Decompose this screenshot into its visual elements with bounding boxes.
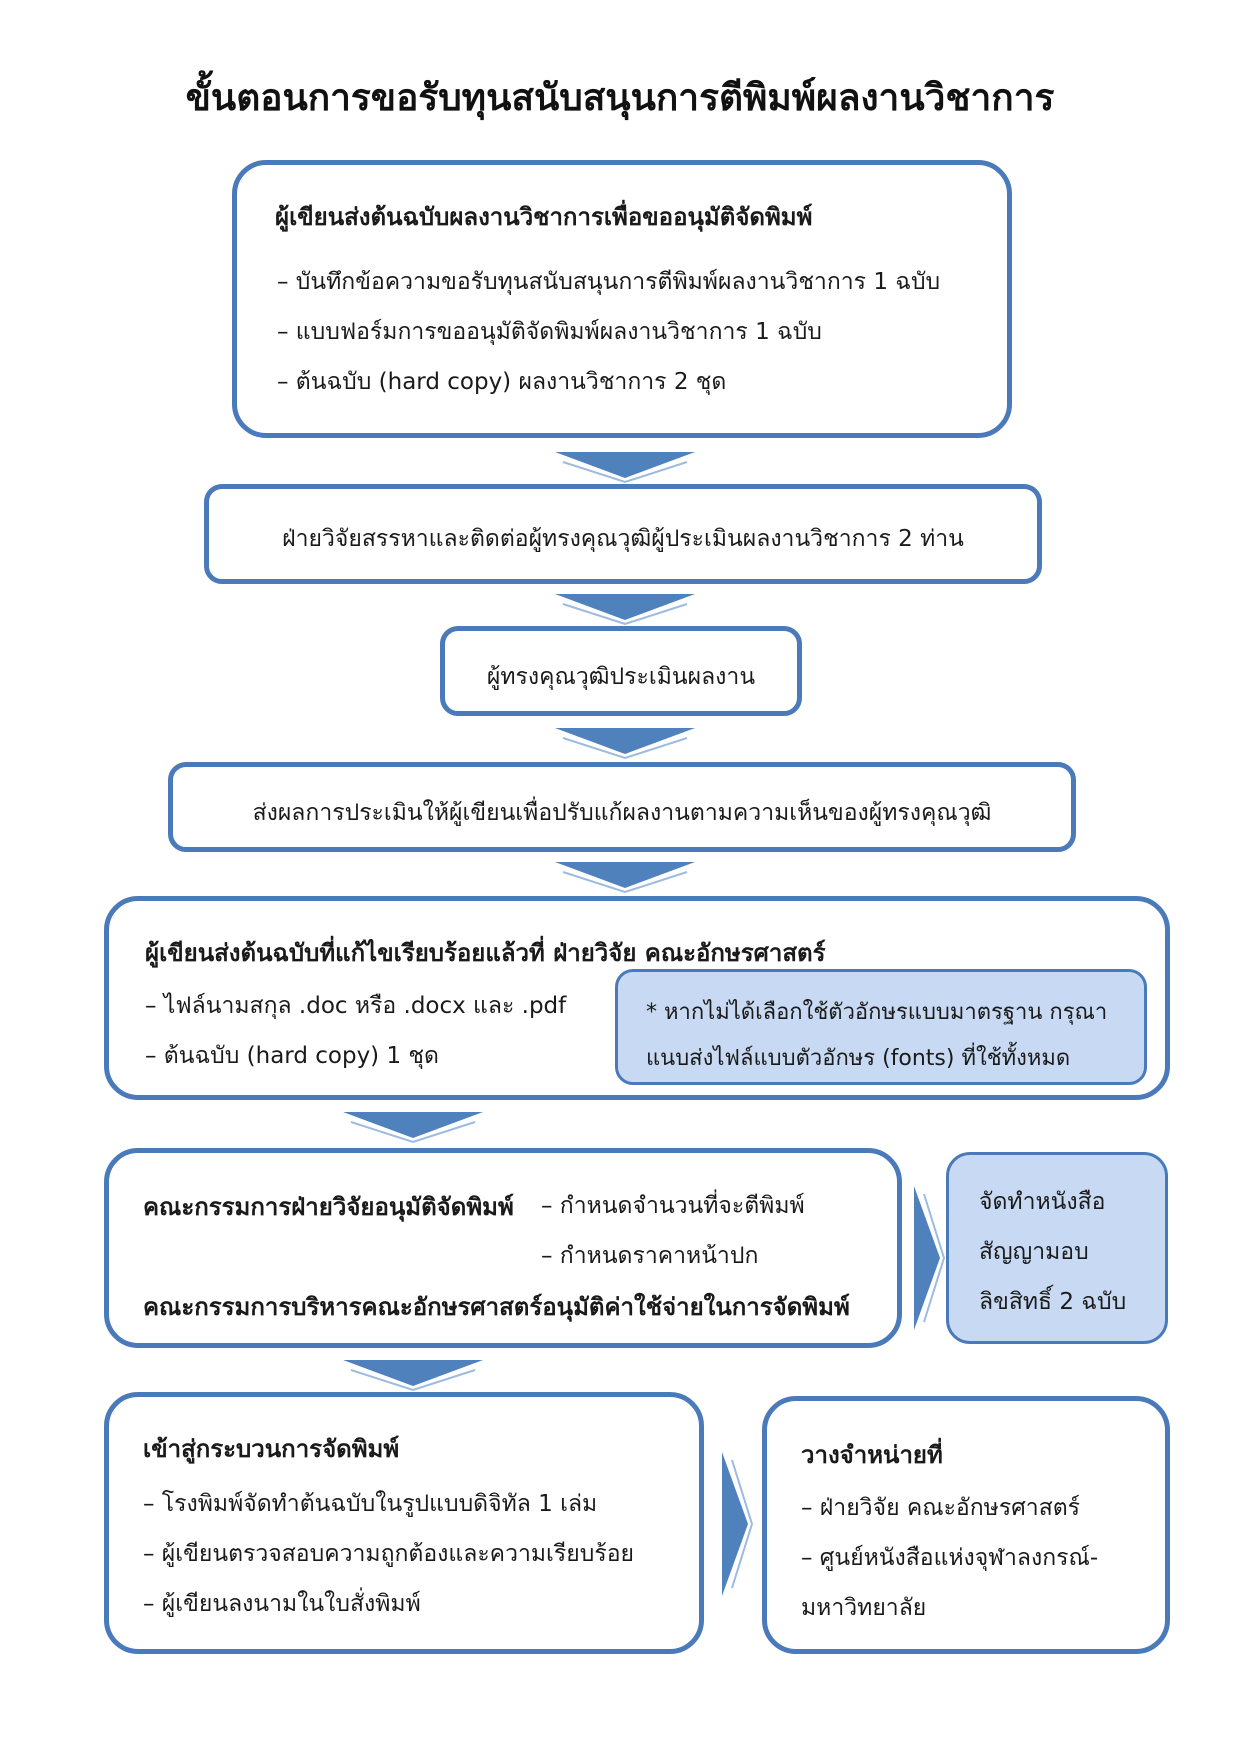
step-5-box	[104, 896, 1170, 1100]
note-box	[615, 969, 1147, 1085]
step-8-heading: วางจำหน่ายที่	[801, 1441, 943, 1469]
step-6-sub-2: – กำหนดราคาหน้าปก	[541, 1243, 759, 1269]
step-1-item-2: – แบบฟอร์มการขออนุมัติจัดพิมพ์ผลงานวิชาการ 1 ฉบับ	[277, 319, 822, 345]
step-6-line-2: คณะกรรมการบริหารคณะอักษรศาสตร์อนุมัติค่าใช้จ่ายในการจัดพิมพ์	[143, 1293, 850, 1321]
step-8-item-2: – ศูนย์หนังสือแห่งจุฬาลงกรณ์-	[801, 1545, 1099, 1571]
step-8-item-3: มหาวิทยาลัย	[801, 1595, 927, 1621]
step-1-item-3: – ต้นฉบับ (hard copy) ผลงานวิชาการ 2 ชุด	[277, 369, 727, 395]
contract-line-3: ลิขสิทธิ์ 2 ฉบับ	[979, 1289, 1127, 1315]
step-4-box	[168, 762, 1076, 852]
step-7-item-2: – ผู้เขียนตรวจสอบความถูกต้องและความเรียบร้อย	[143, 1541, 634, 1567]
step-5-item-2: – ต้นฉบับ (hard copy) 1 ชุด	[145, 1043, 439, 1069]
contract-line-2: สัญญามอบ	[979, 1239, 1089, 1265]
step-6-line-1: คณะกรรมการฝ่ายวิจัยอนุมัติจัดพิมพ์	[143, 1193, 514, 1221]
contract-box	[946, 1152, 1168, 1344]
step-8-item-1: – ฝ่ายวิจัย คณะอักษรศาสตร์	[801, 1495, 1081, 1521]
step-3-box	[440, 626, 802, 716]
step-6-sub-1: – กำหนดจำนวนที่จะตีพิมพ์	[541, 1193, 805, 1219]
step-1-heading: ผู้เขียนส่งต้นฉบับผลงานวิชาการเพื่อขออนุมัติจัดพิมพ์	[275, 203, 813, 231]
step-6-box	[104, 1148, 902, 1348]
contract-line-1: จัดทำหนังสือ	[979, 1189, 1106, 1215]
step-7-box	[104, 1392, 704, 1654]
down-arrow-icon	[555, 594, 695, 624]
step-1-item-1: – บันทึกข้อความขอรับทุนสนับสนุนการตีพิมพ์ผลงานวิชาการ 1 ฉบับ	[277, 269, 941, 295]
right-arrow-icon	[722, 1452, 752, 1596]
down-arrow-icon	[555, 862, 695, 892]
step-2-text: ฝ่ายวิจัยสรรหาและติดต่อผู้ทรงคุณวุฒิผู้ประเมินผลงานวิชาการ 2 ท่าน	[282, 526, 964, 552]
down-arrow-icon	[555, 452, 695, 482]
step-7-item-1: – โรงพิมพ์จัดทำต้นฉบับในรูปแบบดิจิทัล 1 เล่ม	[143, 1491, 598, 1517]
step-8-box	[762, 1396, 1170, 1654]
step-7-item-3: – ผู้เขียนลงนามในใบสั่งพิมพ์	[143, 1591, 421, 1617]
down-arrow-icon	[555, 728, 695, 758]
page-title: ขั้นตอนการขอรับทุนสนับสนุนการตีพิมพ์ผลงานวิชาการ	[185, 76, 1055, 119]
right-arrow-icon	[914, 1186, 944, 1330]
step-2-box	[204, 484, 1042, 584]
note-line-1: * หากไม่ได้เลือกใช้ตัวอักษรแบบมาตรฐาน กรุณา	[646, 1000, 1108, 1025]
step-4-text: ส่งผลการประเมินให้ผู้เขียนเพื่อปรับแก้ผลงานตามความเห็นของผู้ทรงคุณวุฒิ	[252, 800, 992, 826]
down-arrow-icon	[343, 1360, 483, 1390]
note-line-2: แนบส่งไฟล์แบบตัวอักษร (fonts) ที่ใช้ทั้งหมด	[646, 1046, 1071, 1071]
down-arrow-icon	[343, 1112, 483, 1142]
step-3-text: ผู้ทรงคุณวุฒิประเมินผลงาน	[486, 664, 756, 690]
step-5-heading: ผู้เขียนส่งต้นฉบับที่แก้ไขเรียบร้อยแล้วที่ ฝ่ายวิจัย คณะอักษรศาสตร์	[145, 939, 826, 967]
step-5-item-1: – ไฟล์นามสกุล .doc หรือ .docx และ .pdf	[145, 993, 567, 1019]
step-7-heading: เข้าสู่กระบวนการจัดพิมพ์	[143, 1435, 400, 1463]
step-1-box	[232, 160, 1012, 438]
